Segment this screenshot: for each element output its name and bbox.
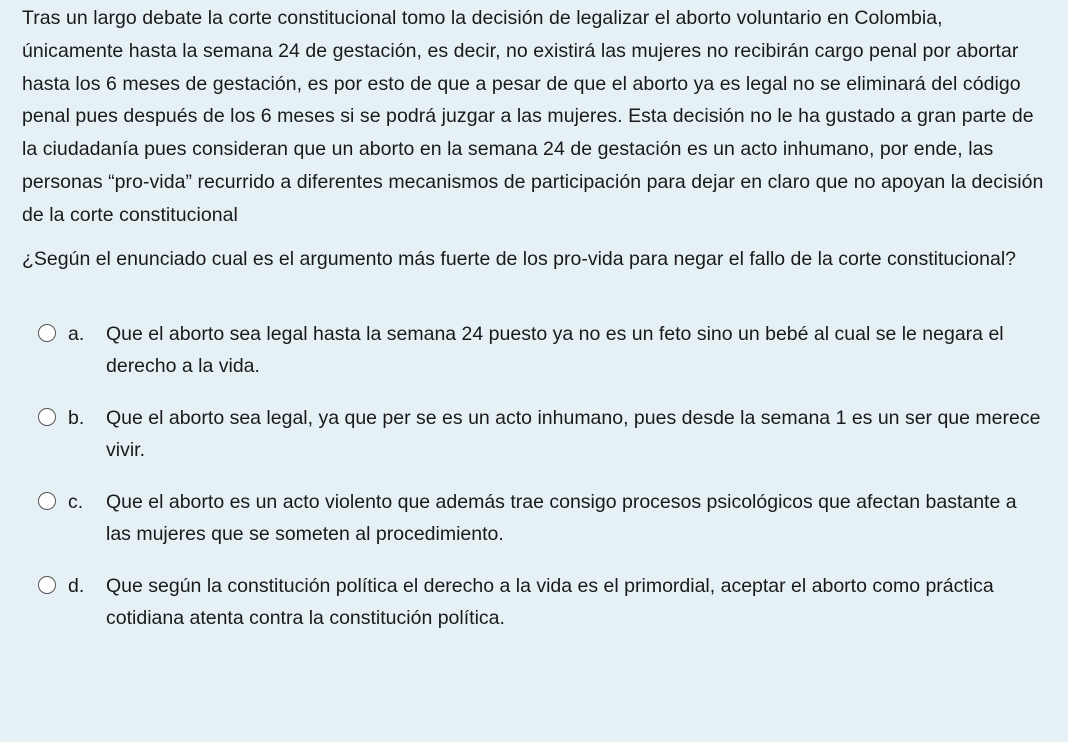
- option-letter: a.: [68, 322, 85, 345]
- option-letter: b.: [68, 406, 85, 429]
- option-b[interactable]: [22, 402, 1046, 466]
- option-text: Que el aborto sea legal, ya que per se es un acto inhumano, pues desde la semana 1 es un ser que merece vivir.: [106, 406, 1041, 461]
- passage-text: Tras un largo debate la corte constitucional tomo la decisión de legalizar el aborto voluntario en Colombia, únicamente hasta la semana 24 de gestación, es decir, no existirá las mujeres no recibirán cargo penal por abortar hasta los 6 meses de gestación, es por esto de que a pesar de que el aborto ya es legal no se eliminará del código penal pues después de los 6 meses si se podrá juzgar a las mujeres. Esta decisión no le ha gustado a gran parte de la ciudadanía pues consideran que un aborto en la semana 24 de gestación es un acto inhumano, por ende, las personas “pro-vida” recurrido a diferentes mecanismos de participación para dejar en claro que no apoyan la decisión de la corte constitucional: [22, 7, 1044, 226]
- option-text: Que según la constitución política el derecho a la vida es el primordial, aceptar el aborto como práctica cotidiana atenta contra la constitución política.: [106, 574, 994, 629]
- option-d[interactable]: [22, 570, 1046, 634]
- option-letter: c.: [68, 490, 84, 513]
- option-text: Que el aborto sea legal hasta la semana 24 puesto ya no es un feto sino un bebé al cual se le negara el derecho a la vida.: [106, 322, 1004, 377]
- radio-button-a[interactable]: [38, 324, 56, 342]
- radio-button-d[interactable]: [38, 576, 56, 594]
- option-letter: d.: [68, 574, 85, 597]
- question-text: ¿Según el enunciado cual es el argumento más fuerte de los pro-vida para negar el fallo de la corte constitucional?: [22, 247, 1017, 270]
- option-c[interactable]: [22, 486, 1046, 550]
- answer-options: [22, 318, 1046, 634]
- option-a[interactable]: [22, 318, 1046, 382]
- radio-button-b[interactable]: [38, 408, 56, 426]
- radio-button-c[interactable]: [38, 492, 56, 510]
- option-text: Que el aborto es un acto violento que además trae consigo procesos psicológicos que afectan bastante a las mujeres que se someten al procedimiento.: [106, 490, 1017, 545]
